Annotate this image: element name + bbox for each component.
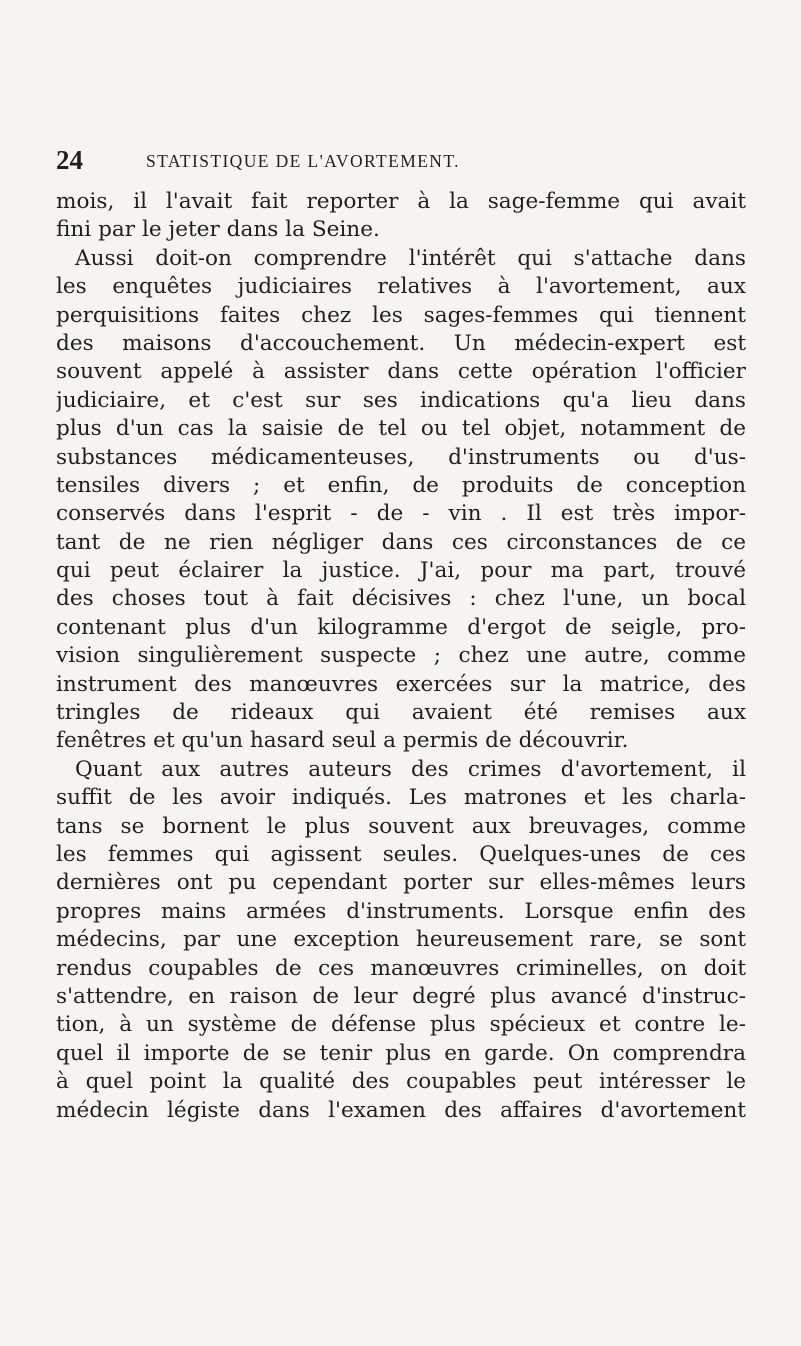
text-line: les femmes qui agissent seules. Quelques-unes de ces: [56, 841, 746, 867]
text-line: s'attendre, en raison de leur degré plus avancé d'instruc-: [56, 983, 746, 1009]
text-line: à quel point la qualité des coupables peut intéresser le: [56, 1069, 746, 1095]
text-line: judiciaire, et c'est sur ses indications qu'a lieu dans: [56, 387, 746, 413]
text-line: médecin légiste dans l'examen des affaires d'avortement: [56, 1097, 746, 1123]
text-line: mois, il l'avait fait reporter à la sage-femme qui avait: [56, 189, 746, 214]
text-line: plus d'un cas la saisie de tel ou tel objet, notamment de: [56, 416, 746, 442]
text-line: tant de ne rien négliger dans ces circonstances de ce: [56, 529, 746, 555]
page-header: [56, 147, 746, 177]
text-line: propres mains armées d'instruments. Lorsque enfin des: [56, 898, 746, 924]
text-line: contenant plus d'un kilogramme d'ergot de seigle, pro-: [56, 614, 746, 640]
text-line: dernières ont pu cependant porter sur elles-mêmes leurs: [56, 870, 746, 896]
text-line: fini par le jeter dans la Seine.: [56, 217, 380, 243]
text-line: des choses tout à fait décisives : chez l'une, un bocal: [56, 586, 746, 612]
text-line: Aussi doit-on comprendre l'intérêt qui s'attache dans: [75, 245, 746, 271]
text-line: suffit de les avoir indiqués. Les matrones et les charla-: [56, 785, 746, 811]
text-line: tensiles divers ; et enfin, de produits de conception: [56, 472, 746, 498]
text-line: des maisons d'accouchement. Un médecin-expert est: [56, 330, 746, 356]
text-line: instrument des manœuvres exercées sur la matrice, des: [56, 671, 746, 697]
text-line: tion, à un système de défense plus spécieux et contre le-: [56, 1012, 746, 1038]
page-number: 24: [56, 145, 83, 175]
text-line: médecins, par une exception heureusement rare, se sont: [56, 927, 746, 953]
text-line: perquisitions faites chez les sages-femmes qui tiennent: [56, 302, 746, 328]
text-line: Quant aux autres auteurs des crimes d'avortement, il: [75, 756, 746, 782]
text-line: vision singulièrement suspecte ; chez une autre, comme: [56, 643, 746, 669]
text-line: tringles de rideaux qui avaient été remises aux: [56, 700, 746, 726]
text-line: quel il importe de se tenir plus en garde. On comprendra: [56, 1040, 746, 1066]
text-line: rendus coupables de ces manœuvres criminelles, on doit: [56, 955, 746, 981]
text-line: tans se bornent le plus souvent aux breuvages, comme: [56, 813, 746, 839]
text-line: les enquêtes judiciaires relatives à l'avortement, aux: [56, 274, 746, 300]
text-line: substances médicamenteuses, d'instruments ou d'us-: [56, 444, 746, 470]
text-line: conservés dans l'esprit - de - vin . Il est très impor-: [56, 501, 746, 527]
body-text: [56, 188, 746, 1125]
running-title: STATISTIQUE DE L'AVORTEMENT.: [146, 151, 460, 171]
text-line: fenêtres et qu'un hasard seul a permis de découvrir.: [56, 728, 629, 754]
text-line: qui peut éclairer la justice. J'ai, pour ma part, trouvé: [56, 558, 746, 584]
text-line: souvent appelé à assister dans cette opération l'officier: [56, 359, 746, 385]
